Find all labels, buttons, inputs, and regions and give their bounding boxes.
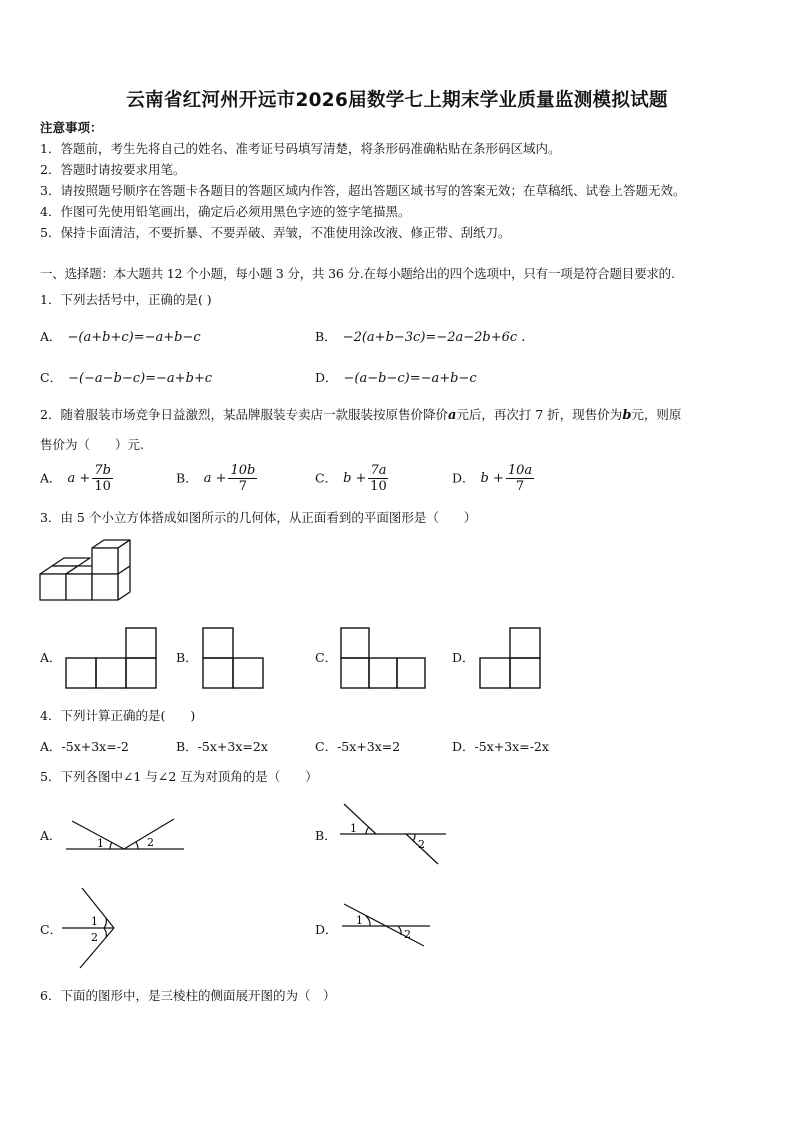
q3-option-a-figure [66,626,158,690]
q5-stem: 5．下列各图中∠1 与∠2 互为对顶角的是（ ） [40,769,318,784]
q5-c-angle2-label: 2 [91,931,98,944]
q5-option-c-label[interactable]: C． [40,922,63,937]
q2-stem-line2: 售价为（ ）元. [40,437,144,452]
q3-option-b-label[interactable]: B． [176,650,198,665]
q2-c-denominator: 10 [370,479,387,494]
notice-item-5: 5．保持卡面清洁，不要折暴、不要弄破、弄皱，不准使用涂改液、修正带、刮纸刀。 [40,225,511,240]
q5-option-a-figure [64,815,186,855]
q3-option-d-figure [480,626,542,690]
q2-c-numerator: 7a [370,463,387,478]
q6-stem: 6．下面的图形中，是三棱柱的侧面展开图的为（ ） [40,988,336,1003]
q2-a-denominator: 10 [94,479,111,494]
q3-option-c-figure [341,626,429,690]
notice-item-3: 3．请按照题号顺序在答题卡各题目的答题区域内作答，超出答题区域书写的答案无效；在草稿纸、试卷上答题无效。 [40,183,686,198]
q2-a-label: A． [40,470,62,486]
q1-option-a[interactable] [40,329,201,346]
q1-b-label: B． [315,329,337,344]
q2-stem-part1: 2．随着服装市场竞争日益激烈，某品牌服装专卖店一款服装按原售价降价 [40,407,448,422]
q2-stem-line1 [40,407,681,424]
q2-a-numerator: 7b [94,463,111,478]
q5-option-d-label[interactable]: D． [315,922,338,937]
q3-cube-figure [38,540,138,608]
q1-a-expr: −(a+b+c)=−a+b−c [67,330,201,345]
q5-b-angle1-label: 1 [350,822,357,835]
section-heading: 一、选择题：本大题共 12 个小题，每小题 3 分，共 36 分.在每小题给出的四个选项中，只有一项是符合题目要求的. [40,266,675,281]
q3-option-c-label[interactable]: C． [315,650,338,665]
q5-option-a-label[interactable]: A． [40,828,62,843]
q2-d-numerator: 10a [507,463,533,478]
notice-item-2: 2．答题时请按要求用笔。 [40,162,186,177]
q5-b-angle2-label: 2 [418,838,425,851]
q2-var-a: a [447,408,457,423]
q2-c-fraction [368,463,388,494]
q2-d-pre: b + [480,470,504,486]
q2-option-d[interactable] [452,463,536,494]
q2-option-c[interactable] [315,463,390,494]
q4-option-c[interactable]: C．-5x+3x=2 [315,739,401,754]
q2-option-a[interactable] [40,463,115,494]
q1-d-label: D． [315,370,338,385]
q5-a-angle1-label: 1 [97,837,104,850]
q5-d-angle2-label: 2 [404,928,411,941]
q2-a-pre: a + [67,470,91,486]
q4-option-b[interactable]: B．-5x+3x=2x [176,739,268,754]
q1-c-label: C． [40,370,63,385]
q5-d-angle1-label: 1 [356,914,363,927]
q2-a-fraction [92,463,113,494]
q2-b-numerator: 10b [230,463,256,478]
notice-heading: 注意事项： [40,120,103,135]
notice-item-4: 4．作图可先使用铅笔画出，确定后必须用黑色字迹的签字笔描黑。 [40,204,411,219]
q3-option-d-label[interactable]: D． [452,650,475,665]
q2-d-label: D． [452,470,475,486]
q4-stem: 4．下列计算正确的是( ) [40,708,196,723]
q5-option-b-figure [338,802,448,866]
q1-b-expr: −2(a+b−3c)=−2a−2b+6c . [342,330,526,345]
page-title: 云南省红河州开远市2026届数学七上期末学业质量监测模拟试题 [126,90,668,111]
q1-a-label: A． [40,329,62,344]
q2-d-fraction [506,463,534,494]
q4-option-d[interactable]: D．-5x+3x=-2x [452,739,549,754]
q2-b-pre: a + [203,470,227,486]
q2-stem-part2: 元后，再次打 7 折，现售价为 [456,407,623,422]
q2-var-b: b [622,408,632,423]
q1-d-expr: −(a−b−c)=−a+b−c [343,371,477,386]
q2-stem-part3: 元，则原 [631,407,682,422]
q2-b-label: B． [176,470,198,486]
q2-c-pre: b + [343,470,367,486]
q3-option-b-figure [203,626,265,690]
q1-option-b[interactable] [315,329,525,346]
q1-option-c[interactable] [40,370,212,387]
q2-d-denominator: 7 [515,479,525,494]
q4-option-a[interactable]: A．-5x+3x=-2 [40,739,129,754]
q1-stem: 1．下列去括号中，正确的是( ) [40,292,212,307]
q1-option-d[interactable] [315,370,477,387]
q5-option-c-figure [60,886,118,970]
q5-a-angle2-label: 2 [147,836,154,849]
q5-option-b-label[interactable]: B． [315,828,337,843]
q1-c-expr: −(−a−b−c)=−a+b+c [68,371,213,386]
q3-stem: 3．由 5 个小立方体搭成如图所示的几何体，从正面看到的平面图形是（ ） [40,510,477,525]
q2-b-denominator: 7 [238,479,248,494]
q5-option-d-figure [340,900,432,950]
notice-item-1: 1．答题前，考生先将自己的姓名、准考证号码填写清楚，将条形码准确粘贴在条形码区域内。 [40,141,561,156]
q3-option-a-label[interactable]: A． [40,650,62,665]
q2-c-label: C． [315,470,338,486]
q2-b-fraction [228,463,257,494]
q2-option-b[interactable] [176,463,259,494]
q5-c-angle1-label: 1 [91,915,98,928]
